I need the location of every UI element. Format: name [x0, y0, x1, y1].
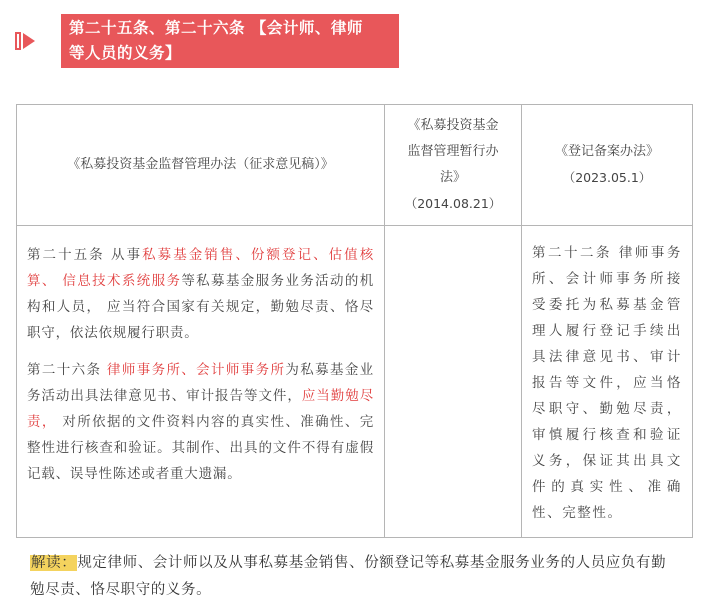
cell-draft-articles [17, 226, 385, 538]
heading-line-2: 等人员的义务】 [69, 44, 182, 62]
article-25: 第二十五条 从事私募基金销售、份额登记、估值核算、 信息技术系统服务等私募基金服务业务活动的机构和人员， 应当符合国家有关规定，勤勉尽责、恪尽职守，依法依规履行职责。 [27, 247, 374, 341]
header-registration-rules: 《登记备案办法》 （2023.05.1） [522, 105, 693, 226]
heading-box [61, 14, 399, 68]
cell-registration-article [522, 226, 693, 538]
article-22: 第二十二条 律师事务所、会计师事务所接受委托为私募基金管理人履行登记手续出具法律意见书、审计报告等文件，应当恪尽职守、勤勉尽责，审慎履行核查和验证义务，保证其出具文件的真实性、准确性、完整性。 [532, 245, 682, 521]
table-header-row [17, 105, 693, 226]
article-26: 第二十六条 律师事务所、会计师事务所为私募基金业务活动出具法律意见书、审计报告等文件，应当勤勉尽责， 对所依据的文件资料内容的真实性、准确性、完整性进行核查和验证。其制作、出具的文件不得有虚假记载、误导性陈述或者重大遗漏。 [27, 362, 375, 482]
interpretation-note [30, 550, 680, 604]
comparison-table [16, 104, 693, 538]
cell-interim-empty [385, 226, 522, 538]
header-draft-rules: 《私募投资基金监督管理办法（征求意见稿）》 [17, 105, 385, 226]
note-label: 解读： [31, 555, 77, 571]
table-body-row [17, 226, 693, 538]
header-interim-rules: 《私募投资基金 监督管理暂行办 法》 （2014.08.21） [385, 105, 522, 226]
note-text: 规定律师、会计师以及从事私募基金销售、份额登记等私募基金服务业务的人员应负有勤勉尽责、恪尽职守的义务。 [30, 555, 667, 598]
heading-line-1: 第二十五条、第二十六条 【会计师、律师 [69, 19, 363, 37]
play-marker-icon [14, 30, 36, 52]
